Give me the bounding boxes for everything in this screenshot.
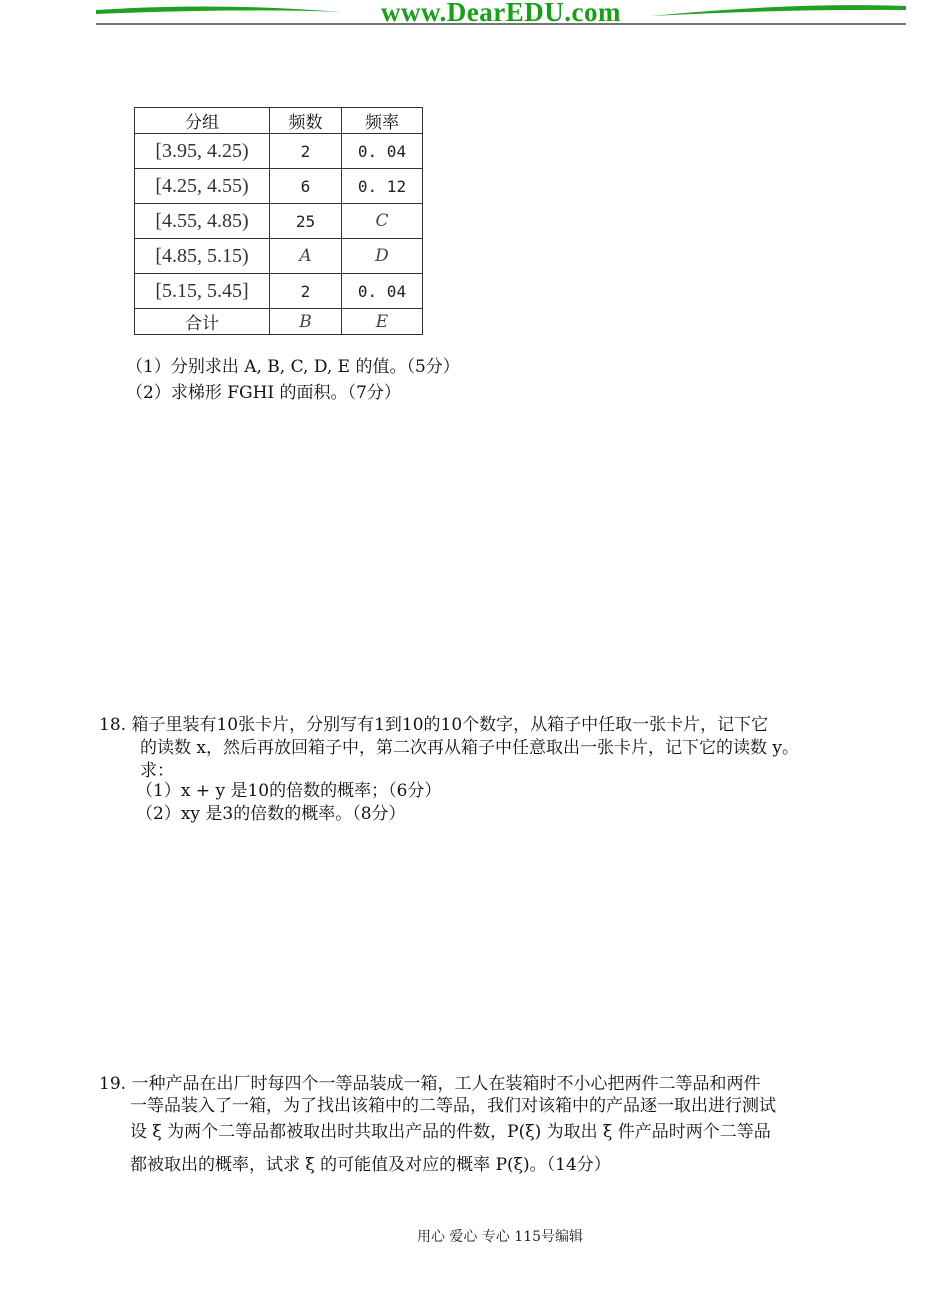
rate-cell: 0. 12 xyxy=(342,169,423,204)
total-count: B xyxy=(270,309,342,335)
frequency-table xyxy=(134,107,423,335)
rate-cell: 0. 04 xyxy=(342,274,423,309)
q19-line3: 设 ξ 为两个二等品都被取出时共取出产品的件数，P(ξ) 为取出 ξ 件产品时两个二等品 xyxy=(130,1122,771,1142)
count-cell: 2 xyxy=(270,134,342,169)
q17-part1: （1）分别求出 A, B, C, D, E 的值。（5分） xyxy=(126,357,460,377)
site-header-banner xyxy=(96,0,906,28)
count-cell: A xyxy=(270,239,342,274)
q18-part2: （2）xy 是3的倍数的概率。（8分） xyxy=(136,804,406,824)
group-cell: [4.55, 4.85) xyxy=(135,204,270,239)
rate-cell: D xyxy=(342,239,423,274)
count-cell: 6 xyxy=(270,169,342,204)
table-row xyxy=(135,204,423,239)
table-row xyxy=(135,274,423,309)
site-url: www.DearEDU.com xyxy=(381,0,621,27)
q18-line1: 18. 箱子里装有10张卡片，分别写有1到10的10个数字，从箱子中任取一张卡片，记下它 xyxy=(99,715,769,735)
q18-line3: 求： xyxy=(140,761,174,781)
q19-line2: 一等品装入了一箱，为了找出该箱中的二等品，我们对该箱中的产品逐一取出进行测试 xyxy=(130,1096,776,1116)
group-cell: [3.95, 4.25) xyxy=(135,134,270,169)
page-footer: 用心 爱心 专心 115号编辑 xyxy=(416,1229,584,1245)
header-count: 频数 xyxy=(270,108,342,134)
q18-part1: （1）x + y 是10的倍数的概率；（6分） xyxy=(136,781,442,801)
group-cell: [5.15, 5.45] xyxy=(135,274,270,309)
total-rate: E xyxy=(342,309,423,335)
q17-part2: （2）求梯形 FGHI 的面积。（7分） xyxy=(126,383,401,403)
count-cell: 25 xyxy=(270,204,342,239)
table-row xyxy=(135,239,423,274)
count-cell: 2 xyxy=(270,274,342,309)
header-rate: 频率 xyxy=(342,108,423,134)
table-header-row xyxy=(135,108,423,134)
rate-cell: 0. 04 xyxy=(342,134,423,169)
group-cell: [4.85, 5.15) xyxy=(135,239,270,274)
q18-line2: 的读数 x，然后再放回箱子中，第二次再从箱子中任意取出一张卡片，记下它的读数 y。 xyxy=(140,738,799,758)
table-row xyxy=(135,169,423,204)
rate-cell: C xyxy=(342,204,423,239)
q19-line1: 19. 一种产品在出厂时每四个一等品装成一箱，工人在装箱时不小心把两件二等品和两件 xyxy=(99,1074,761,1094)
table-row xyxy=(135,134,423,169)
q19-line4: 都被取出的概率，试求 ξ 的可能值及对应的概率 P(ξ)。（14分） xyxy=(130,1155,611,1175)
total-label: 合计 xyxy=(135,309,270,335)
header-group: 分组 xyxy=(135,108,270,134)
group-cell: [4.25, 4.55) xyxy=(135,169,270,204)
table-total-row xyxy=(135,309,423,335)
